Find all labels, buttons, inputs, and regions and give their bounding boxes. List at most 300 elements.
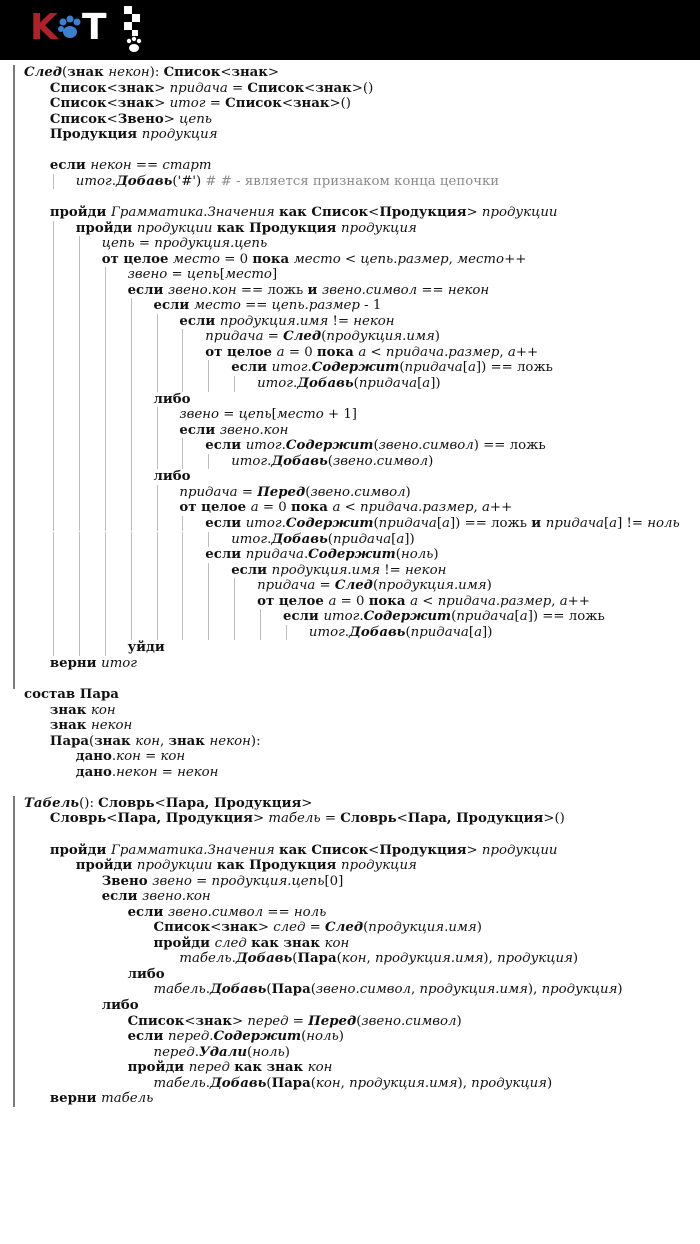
code-token: Добавь [235, 951, 293, 967]
code-token: если [153, 298, 194, 314]
indent-guide [157, 485, 158, 501]
code-token: , [499, 344, 508, 360]
code-token: , [473, 500, 482, 516]
code-token: кон [116, 749, 141, 765]
code-token: звено.символ [332, 453, 429, 469]
code-token: продукция [497, 951, 573, 967]
indent-guide [53, 469, 54, 485]
code-token: , [366, 951, 375, 967]
code-token: Добавь [209, 1075, 267, 1091]
code-line [257, 594, 590, 610]
code-token: След [334, 578, 373, 594]
code-line [179, 423, 288, 439]
code-token: . [359, 609, 364, 625]
code-token: кон [324, 935, 350, 951]
code-token: знак [293, 96, 330, 112]
code-token: придача [179, 484, 238, 500]
code-token: некон [90, 718, 133, 734]
code-token: звено.символ [310, 484, 406, 500]
code-token: Список [153, 920, 211, 936]
code-token: табель [153, 1075, 206, 1091]
code-token: ++ [515, 344, 539, 360]
code-token: == [131, 158, 163, 174]
code-line [205, 345, 538, 361]
code-token: Список [163, 65, 221, 80]
code-token: если [127, 1029, 169, 1045]
code-token: а [276, 344, 285, 360]
code-token: некон [353, 313, 395, 329]
code-token: придача [169, 80, 228, 96]
code-token: перед [168, 1029, 210, 1045]
indent-guide [79, 345, 80, 361]
code-token: место [293, 251, 341, 267]
code-token: ) [617, 982, 623, 998]
indent-guide [105, 314, 106, 330]
indent-guide [105, 500, 106, 516]
code-line [231, 563, 446, 579]
code-token: = [320, 811, 341, 827]
indent-guide [105, 392, 106, 408]
indent-guide [131, 469, 132, 485]
indent-guide [234, 578, 235, 594]
code-token: ( [305, 484, 311, 500]
code-token: = [288, 1013, 309, 1029]
code-token: как знак [234, 1060, 308, 1076]
indent-guide [53, 360, 54, 376]
indent-guide [182, 454, 183, 470]
indent-guide [105, 563, 106, 579]
code-token: как Список [278, 204, 369, 220]
small-paw-icon [124, 35, 144, 55]
code-token: знак [67, 65, 109, 80]
code-token: придача [545, 515, 604, 531]
code-token: а [396, 531, 405, 547]
code-token: - 1 [359, 298, 382, 314]
code-token: продукция.имя [349, 1075, 458, 1091]
code-token: звено.символ [361, 1013, 457, 1029]
code-token: от целое [257, 593, 329, 609]
code-token: . [267, 453, 272, 469]
code-token: < [106, 96, 118, 112]
code-token: Добавь [209, 982, 267, 998]
code-token: а [358, 344, 367, 360]
code-token: ноль [306, 1029, 339, 1045]
code-token: > [466, 204, 482, 220]
indent-guide [79, 609, 80, 625]
code-token: ): [149, 65, 164, 80]
code-token: ( [405, 624, 411, 640]
code-token: . [205, 982, 210, 998]
code-token: ), [483, 951, 498, 967]
indent-guide [79, 252, 80, 268]
code-token: пройди [75, 858, 137, 874]
indent-guide [131, 376, 132, 392]
code-token: След [283, 329, 322, 345]
indent-guide [131, 314, 132, 330]
code-token: ) [476, 920, 482, 936]
indent-guide [79, 500, 80, 516]
code-token: ( [363, 920, 369, 936]
indent-guide [157, 360, 158, 376]
code-token: ++ [567, 593, 590, 609]
code-token: как Продукция [216, 858, 342, 874]
code-token: звено.символ [321, 282, 418, 298]
code-token: ) [428, 453, 434, 469]
indent-guide [131, 407, 132, 423]
code-token: ноль [400, 547, 434, 563]
indent-guide [234, 376, 235, 392]
code-line [50, 656, 137, 672]
code-token: итог [75, 173, 112, 189]
code-token: . [267, 531, 272, 547]
code-token: = [191, 873, 212, 889]
code-line [50, 703, 116, 719]
code-token: < [220, 65, 232, 80]
code-token: < [366, 344, 386, 360]
code-token: а [467, 360, 476, 376]
code-line [128, 905, 327, 921]
code-line [50, 843, 558, 859]
code-line [76, 221, 417, 237]
code-token: цепь [101, 236, 135, 252]
code-token: звено [152, 873, 192, 889]
code-token: перед [153, 1044, 195, 1060]
code-token: [ [436, 515, 443, 531]
code-token: табель [153, 982, 206, 998]
code-token: либо [153, 469, 191, 485]
code-token: состав Пара [24, 687, 119, 702]
code-token: верни [49, 1091, 102, 1107]
code-token: Пара [297, 951, 337, 967]
indent-guide [79, 485, 80, 501]
code-token: Удали [198, 1044, 248, 1060]
code-line [50, 112, 212, 128]
code-token: продукции [136, 220, 217, 236]
code-token: ) [572, 951, 579, 967]
indent-guide [208, 532, 209, 548]
code-token: Добавь [297, 376, 354, 391]
code-line [50, 734, 261, 750]
code-token: если [127, 282, 169, 298]
code-token: (): [79, 795, 99, 811]
code-token: == [240, 298, 272, 314]
indent-guide [131, 578, 132, 594]
indent-guide [131, 625, 132, 641]
indent-guide [53, 563, 54, 579]
code-token: продукция.цепь [154, 236, 268, 252]
indent-guide [131, 454, 132, 470]
indent-guide [79, 298, 80, 314]
indent-guide [53, 532, 54, 548]
code-token: придача [456, 609, 515, 625]
code-line [154, 936, 350, 952]
code-token: ) [338, 1029, 344, 1045]
code-token: звено [127, 267, 168, 283]
indent-guide [131, 500, 132, 516]
code-token: . [281, 438, 286, 454]
indent-guide [79, 547, 80, 563]
code-token: след [214, 935, 252, 951]
code-token: = [134, 236, 155, 252]
code-token: звено.кон [142, 889, 211, 905]
indent-guide [105, 438, 106, 454]
indent-guide [182, 345, 183, 361]
code-token: верни [49, 655, 102, 671]
code-token: продукция [141, 127, 218, 143]
code-token: а [442, 515, 450, 531]
code-token: а [422, 376, 431, 391]
code-token: придача.размер [385, 344, 500, 360]
indent-guide [234, 609, 235, 625]
code-token: Звено [101, 873, 153, 889]
indent-guide [105, 360, 106, 376]
indent-guide [182, 516, 183, 532]
code-token: ноль [252, 1044, 285, 1060]
code-token: ) [284, 1044, 290, 1060]
indent-guide [53, 625, 54, 641]
indent-guide [131, 485, 132, 501]
code-token: а [559, 593, 568, 609]
code-token: пройди [49, 842, 112, 858]
code-token: != [328, 313, 354, 329]
code-token: ) [405, 484, 411, 500]
code-token: ( [372, 578, 379, 594]
code-token: продукция.имя [219, 313, 329, 329]
code-token: звено.символ [315, 982, 411, 998]
code-token: ]) [482, 624, 493, 640]
code-token: итог [231, 453, 268, 469]
code-token: ( [399, 360, 405, 376]
code-token: придача [245, 547, 304, 563]
code-token: и [307, 282, 322, 298]
code-token: ( [292, 951, 298, 967]
indent-guide [79, 516, 80, 532]
code-token: ( [451, 609, 457, 625]
code-token: . [111, 764, 117, 780]
code-token: [ [468, 624, 475, 640]
code-token: либо [127, 966, 165, 982]
code-token: ++ [489, 500, 513, 516]
code-token: ( [321, 329, 327, 345]
code-token: знак [49, 718, 91, 734]
code-line [231, 360, 553, 376]
code-token: знак [221, 920, 258, 936]
code-token: звено [179, 407, 220, 423]
code-token: знак [195, 1013, 232, 1029]
code-token: , [159, 733, 169, 749]
code-line [128, 640, 165, 656]
code-token: место [457, 251, 505, 267]
code-token: продукции [136, 858, 217, 874]
code-token: ( [356, 1013, 362, 1029]
code-token: от целое [179, 500, 251, 516]
indent-guide [157, 547, 158, 563]
code-token: < [106, 811, 118, 827]
code-token: Добавь [271, 453, 328, 469]
code-token: Добавь [271, 531, 328, 547]
code-token: Список [127, 1013, 185, 1029]
code-token: итог [308, 624, 345, 640]
code-token: ( [247, 1044, 253, 1060]
code-line [128, 967, 165, 983]
code-line [50, 127, 218, 143]
code-token: а [609, 515, 618, 531]
indent-guide [182, 532, 183, 548]
code-token: ] [271, 267, 278, 283]
code-token: . [344, 624, 350, 640]
code-comment: # # - является признаком конца цепочки [205, 173, 500, 189]
indent-guide [131, 360, 132, 376]
code-token: ( [266, 1075, 272, 1091]
code-token: звено.кон [219, 422, 289, 438]
indent-guide [79, 407, 80, 423]
code-token: продукции [481, 204, 558, 220]
code-token: Словрь [49, 811, 107, 827]
code-token: . [209, 1029, 214, 1045]
code-token: Список [49, 80, 107, 96]
code-token: > [163, 111, 180, 127]
code-token: == [417, 282, 448, 298]
indent-guide [131, 345, 132, 361]
code-token: придача.размер [359, 500, 474, 516]
indent-guide [131, 423, 132, 439]
code-token: > [301, 795, 313, 811]
code-token: кон [135, 733, 160, 749]
code-line [179, 485, 410, 501]
code-token: пока [316, 344, 359, 360]
code-token: Табель [24, 795, 80, 811]
code-token: продукция [541, 982, 618, 998]
code-line [102, 874, 344, 890]
code-token: ]) [430, 376, 441, 391]
indent-guide [131, 392, 132, 408]
code-token: Пара, Продукция [117, 811, 253, 827]
code-token: продукция.имя [419, 982, 528, 998]
indent-guide [105, 469, 106, 485]
code-line [128, 267, 278, 283]
indent-guide [79, 267, 80, 283]
indent-guide [79, 376, 80, 392]
code-token: знак [231, 65, 268, 80]
code-token: цепь [238, 407, 272, 423]
code-token: цепь.размер [360, 251, 449, 267]
code-token: [ [514, 609, 520, 625]
code-token: перед [247, 1013, 289, 1029]
code-token: = [263, 329, 284, 345]
code-token: придача [404, 360, 463, 376]
code-token: > [154, 96, 170, 112]
code-token: знак [117, 80, 155, 96]
code-token: если [179, 313, 220, 329]
code-token: как знак [251, 935, 325, 951]
indent-guide [79, 563, 80, 579]
indent-guide [53, 454, 54, 470]
code-line [283, 609, 605, 625]
code-token: = [237, 484, 258, 500]
code-line [231, 454, 433, 470]
indent-guide [79, 360, 80, 376]
code-token: уйди [127, 640, 165, 656]
code-token: цепь [186, 267, 220, 283]
indent-guide [105, 407, 106, 423]
code-token: Продукция [379, 842, 467, 858]
code-token: = [157, 764, 178, 780]
code-token: ноль [293, 904, 327, 920]
code-line [179, 951, 578, 967]
code-token: Список [49, 111, 107, 127]
indent-guide [105, 376, 106, 392]
code-token: [0] [324, 873, 344, 889]
code-token: Пара [271, 982, 311, 998]
indent-guide [105, 454, 106, 470]
code-token: ( [373, 515, 379, 531]
code-token: ++ [504, 251, 527, 267]
code-token: продукция [471, 1075, 547, 1091]
indent-guide [157, 516, 158, 532]
code-token: итог [271, 360, 308, 376]
code-token: некон [177, 764, 219, 780]
code-token: . [307, 360, 312, 376]
indent-guide [182, 329, 183, 345]
code-line [128, 283, 490, 299]
code-token: Пара [49, 733, 89, 749]
indent-guide [208, 609, 209, 625]
code-line [128, 1060, 333, 1076]
code-token: ( [336, 951, 342, 967]
code-token: < [106, 80, 118, 96]
code-token: Список [49, 96, 107, 112]
code-token: ) [433, 547, 439, 563]
indent-guide [105, 423, 106, 439]
code-token: от целое [101, 251, 174, 267]
code-token: звено.кон [168, 282, 237, 298]
code-line [309, 625, 493, 641]
code-token: придача [257, 578, 316, 594]
code-line [24, 687, 119, 703]
code-token: итог [101, 655, 138, 671]
indent-guide [131, 563, 132, 579]
indent-guide [105, 547, 106, 563]
code-token: Содержит [213, 1029, 302, 1045]
code-token: либо [101, 998, 139, 1013]
indent-guide [105, 532, 106, 548]
indent-guide [53, 485, 54, 501]
code-token: и [531, 515, 546, 531]
code-token: пока [252, 251, 294, 267]
code-line [102, 889, 211, 905]
indent-guide [105, 594, 106, 610]
code-line [24, 65, 279, 81]
code-token: продукция [341, 220, 417, 236]
code-token: если [205, 547, 246, 563]
code-token: Словрь [340, 811, 397, 827]
code-token: придача [410, 624, 469, 640]
indent-guide [131, 547, 132, 563]
code-token: итог [245, 515, 282, 531]
code-token: итог [323, 609, 360, 625]
code-token: если [49, 158, 91, 174]
code-token: . [231, 951, 236, 967]
code-token: кон [160, 749, 186, 765]
code-token: Содержит [285, 438, 374, 454]
indent-guide [157, 500, 158, 516]
indent-guide [157, 578, 158, 594]
indent-guide [157, 454, 158, 470]
indent-guide [182, 376, 183, 392]
code-line [102, 236, 268, 252]
indent-guide [53, 174, 54, 190]
code-token: , [551, 593, 560, 609]
